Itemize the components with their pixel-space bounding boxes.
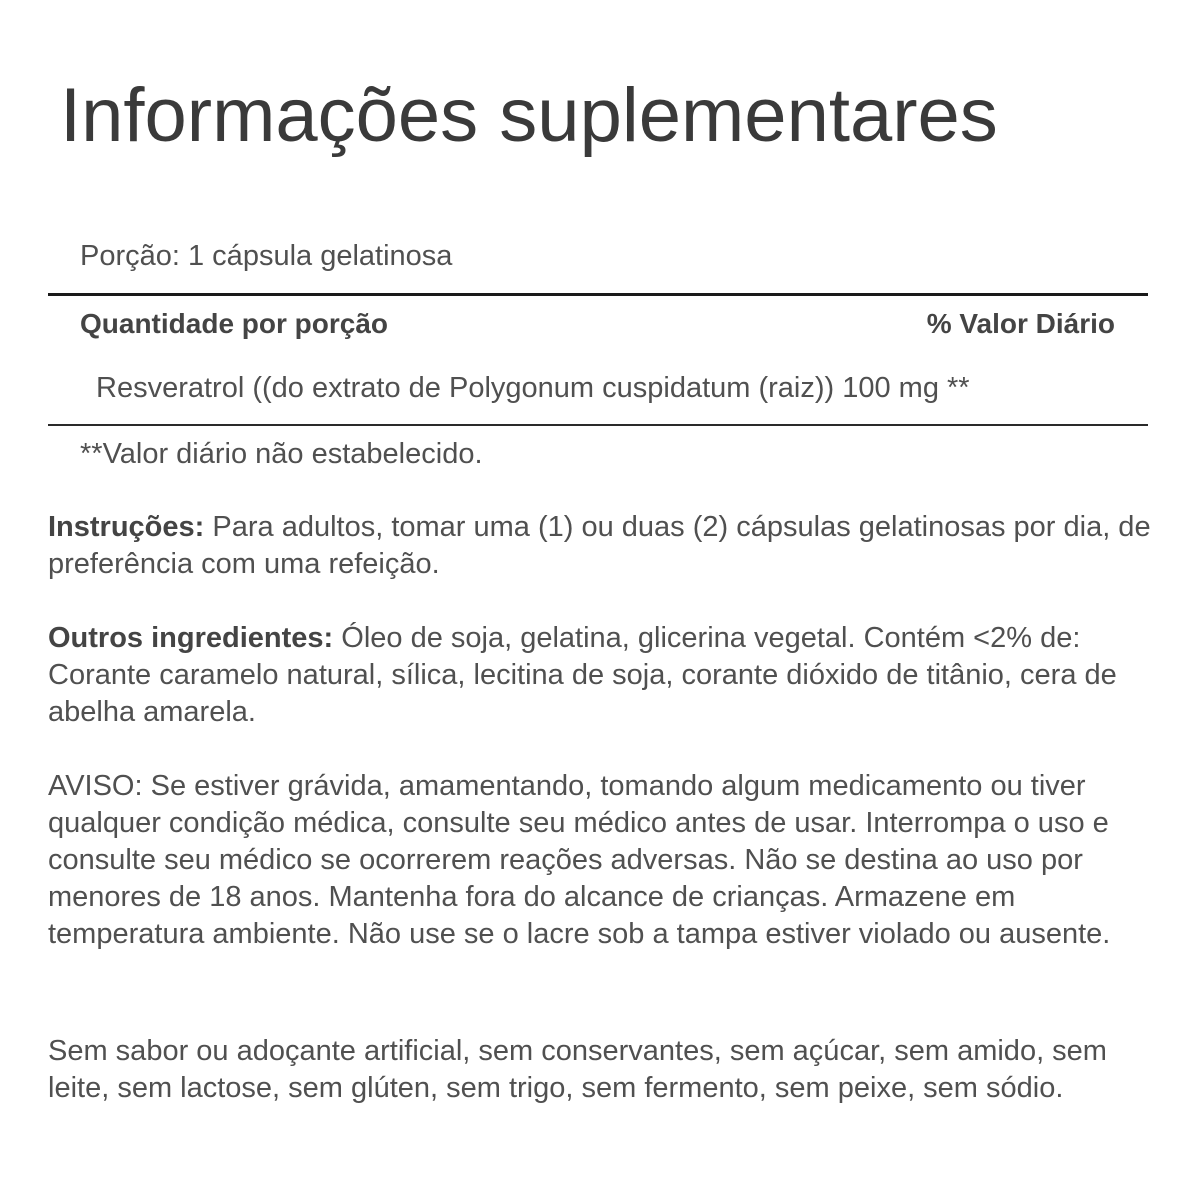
amount-per-serving-header: Quantidade por porção [80, 308, 389, 339]
other-ingredients-label: Outros ingredientes: [48, 622, 334, 654]
instructions-paragraph [48, 509, 1173, 583]
daily-value-footnote: **Valor diário não estabelecido. [80, 438, 483, 470]
serving-size: Porção: 1 cápsula gelatinosa [80, 240, 453, 272]
other-ingredients-paragraph [48, 620, 1173, 731]
instructions-label: Instruções: [48, 511, 205, 543]
ingredient-row-resveratrol: Resveratrol ((do extrato de Polygonum cuspidatum (raiz)) 100 mg ** [96, 372, 970, 404]
warning-paragraph: AVISO: Se estiver grávida, amamentando, tomando algum medicamento ou tiver qualquer condição médica, consulte seu médico antes de usar. Interrompa o uso e consulte seu médico se ocorrerem reações adversas. Não se destina ao uso por menores de 18 anos. Mantenha fora do alcance de crianças. Armazene em temperatura ambiente. Não use se o lacre sob a tampa estiver violado ou ausente. [48, 770, 1111, 950]
daily-value-header: % Valor Diário [926, 308, 1115, 339]
instructions-text: Para adultos, tomar uma (1) ou duas (2) cápsulas gelatinosas por dia, de preferência com uma refeição. [48, 511, 1151, 580]
other-ingredients-text: Óleo de soja, gelatina, glicerina vegetal. Contém <2% de: Corante caramelo natural, sílica, lecitina de soja, corante dióxido de titânio, cera de abelha amarela. [48, 622, 1117, 728]
table-top-rule [48, 293, 1148, 296]
free-from-paragraph: Sem sabor ou adoçante artificial, sem conservantes, sem açúcar, sem amido, sem leite, sem lactose, sem glúten, sem trigo, sem fermento, sem peixe, sem sódio. [48, 1035, 1107, 1104]
page-title: Informações suplementares [60, 73, 998, 158]
table-bottom-rule [48, 424, 1148, 426]
